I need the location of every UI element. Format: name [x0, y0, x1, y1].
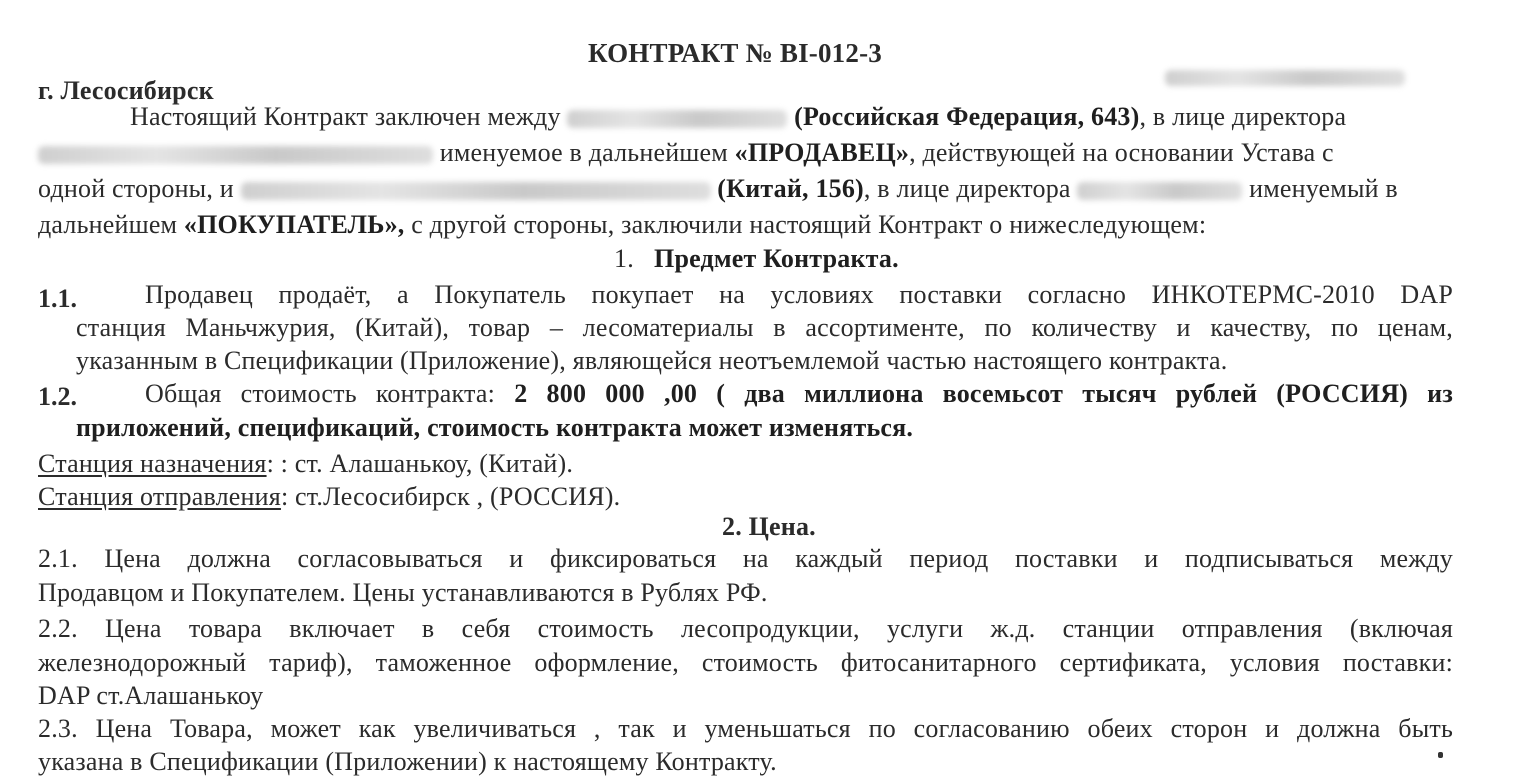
redacted-buyer-director: [1077, 182, 1242, 200]
intro-line-4: дальнейшем «ПОКУПАТЕЛЬ», с другой стороны, заключили настоящий Контракт о нижеследующем:: [38, 210, 1207, 239]
clause-1-2-line-2: приложений, спецификаций, стоимость контракта может изменяться.: [76, 413, 914, 442]
clause-1-2-line-1: Общая стоимость контракта: 2 800 000 ,00 ( два миллиона восемьсот тысяч рублей (РОССИЯ) из: [145, 379, 1453, 408]
clause-2-1-line-2: Продавцом и Покупателем. Цены устанавливаются в Рублях РФ.: [38, 578, 768, 607]
ink-speck: [1438, 752, 1443, 758]
clause-1-1-line-2: станция Маньчжурия, (Китай), товар – лесоматериалы в ассортименте, по количеству и качеству, по ценам,: [76, 313, 1453, 342]
clause-2-2-line-1: 2.2. Цена товара включает в себя стоимость лесопродукции, услуги ж.д. станции отправления (включая: [38, 614, 1453, 643]
redacted-seller-name: [567, 110, 787, 128]
clause-2-3-line-1: 2.3. Цена Товара, может как увеличиваться , так и уменьшаться по согласованию обеих сторон и должна быть: [38, 714, 1453, 743]
clause-2-2-line-2: железнодорожный тариф), таможенное оформление, стоимость фитосанитарного сертификата, условия поставки:: [38, 648, 1453, 677]
departure-station-label: Станция отправления: [38, 482, 281, 511]
redacted-director-name: [38, 146, 433, 164]
section-2-heading: 2. Цена.: [722, 512, 816, 541]
destination-station-label: Станция назначения: [38, 449, 267, 478]
clause-2-2-line-3: DAP ст.Алашанькоу: [38, 681, 264, 710]
departure-station: Станция отправления: ст.Лесосибирск , (РОССИЯ).: [38, 482, 621, 511]
intro-line-2: именуемое в дальнейшем «ПРОДАВЕЦ», действующей на основании Устава с: [38, 138, 1334, 168]
clause-1-2-number: 1.2.: [38, 382, 77, 411]
clause-1-1-number: 1.1.: [38, 284, 77, 313]
city-line: г. Лесосибирск: [38, 76, 214, 105]
destination-station: Станция назначения: : ст. Алашанькоу, (Китай).: [38, 449, 574, 478]
clause-1-1-line-3: указанным в Спецификации (Приложение), являющейся неотъемлемой частью настоящего контракта.: [76, 346, 1228, 375]
redacted-buyer-name: [241, 182, 711, 200]
clause-1-1-line-1: Продавец продаёт, а Покупатель покупает на условиях поставки согласно ИНКОТЕРМС-2010 DAP: [145, 280, 1453, 309]
intro-line-3: одной стороны, и (Китай, 156), в лице директора именуемый в: [38, 174, 1398, 203]
redacted-date: [1165, 70, 1405, 86]
contract-title: КОНТРАКТ № BI-012-3: [588, 38, 882, 68]
clause-2-3-line-2: указана в Спецификации (Приложении) к настоящему Контракту.: [38, 747, 777, 776]
clause-2-1-line-1: 2.1. Цена должна согласовываться и фиксироваться на каждый период поставки и подписываться между: [38, 544, 1453, 573]
section-1-heading: 1. Предмет Контракта.: [614, 244, 899, 273]
intro-line-1: Настоящий Контракт заключен между (Российская Федерация, 643), в лице директора: [130, 102, 1347, 131]
